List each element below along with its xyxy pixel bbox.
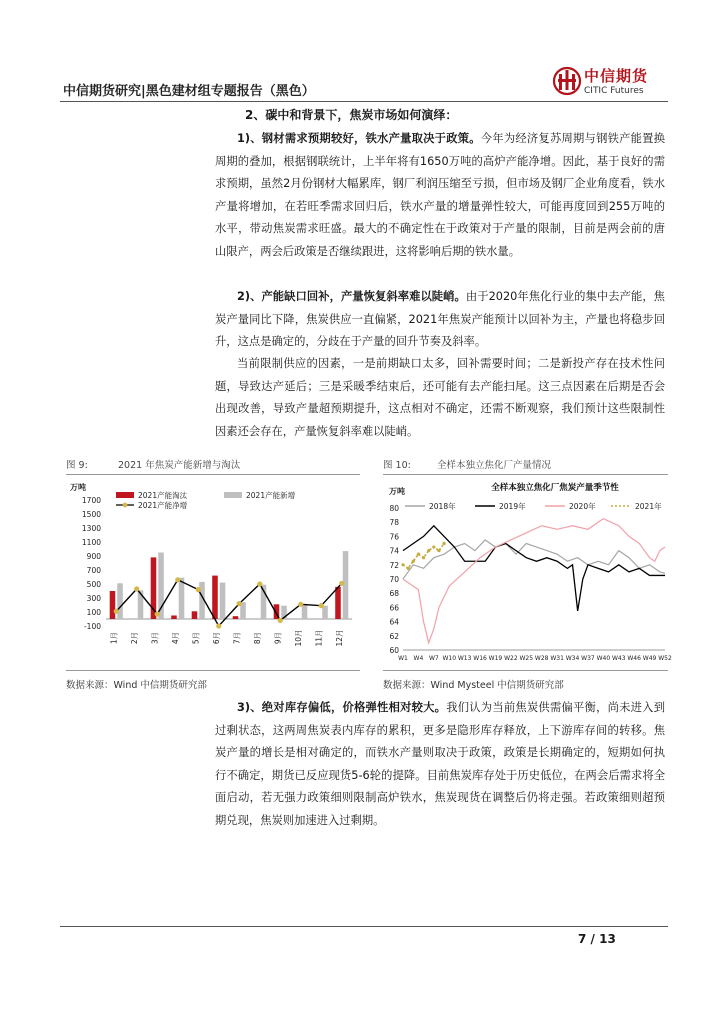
figure9-legend-taotai-swatch	[116, 492, 134, 498]
figure10-y-tick: 80	[389, 504, 399, 513]
figure10-series-4-point	[412, 560, 415, 563]
figure10-x-tick: W52	[658, 655, 672, 662]
paragraph-1	[215, 128, 665, 263]
figure9-point-jingzeng	[155, 612, 160, 617]
figure9-label: 图 9:	[66, 460, 88, 471]
paragraph-2-heading: 2)、产能缺口回补，产量恢复斜率难以陡峭。	[237, 290, 466, 303]
figure10-top-rule	[383, 474, 668, 475]
figure10-x-tick: W25	[519, 655, 534, 662]
figure9-x-tick: 4月	[170, 631, 180, 645]
figure10-series-4-point	[422, 556, 425, 559]
figure9-bar-taotai	[110, 591, 116, 619]
figure10-x-tick: W34	[565, 655, 580, 662]
figure9-y-tick: 700	[86, 566, 101, 575]
figure9-x-tick: 1月	[109, 631, 119, 645]
figure9-y-unit: 万吨	[70, 483, 86, 492]
figure10-line-chart	[383, 478, 672, 668]
figure9-x-tick: 12月	[334, 629, 344, 647]
report-header-title: 中信期货研究|黑色建材组专题报告（黑色）	[63, 84, 315, 99]
figure9-legend-xinzeng-swatch	[224, 492, 242, 498]
figure9-bar-taotai	[192, 611, 198, 619]
figure9-legend-xinzeng: 2021产能新增	[246, 491, 296, 500]
figure9-point-jingzeng	[339, 581, 344, 586]
figure9-point-jingzeng	[114, 609, 119, 614]
figure10-y-tick: 68	[389, 589, 399, 599]
figure9-legend-jingzeng-marker	[123, 503, 128, 508]
figure10-bottom-rule	[383, 670, 668, 671]
figure9-bottom-rule	[66, 670, 360, 671]
figure10-series-2-line	[403, 526, 665, 611]
figure10-chart-title: 全样本独立焦化厂焦炭产量季节性	[491, 483, 619, 493]
figure9-y-tick: 1300	[81, 524, 101, 533]
figure9-title: 2021 年焦炭产能新增与淘汰	[118, 460, 241, 471]
figure10-label: 图 10:	[383, 460, 411, 471]
paragraph-1-heading: 1)、钢材需求预期较好，铁水产量取决于政策。	[237, 132, 481, 145]
figure9-bar-taotai	[171, 616, 177, 620]
figure9-y-tick: -100	[83, 622, 101, 631]
figure10-series-4-point	[401, 563, 404, 566]
section-title: 2、碳中和背景下，焦炭市场如何演绎：	[245, 108, 458, 122]
paragraph-4-heading: 3)、绝对库存偏低，价格弹性相对较大。	[237, 701, 447, 714]
citic-logo	[552, 64, 672, 104]
figure10-x-tick: W28	[534, 655, 549, 662]
figure10-series-4-point	[442, 542, 445, 545]
figure10-y-tick: 62	[389, 631, 399, 641]
figure10-x-tick: W22	[504, 655, 518, 662]
figure10-y-tick: 76	[389, 532, 399, 542]
figure10-legend-label-4: 2021年	[635, 502, 662, 511]
citic-emblem-icon	[552, 64, 582, 98]
figure10-y-tick: 70	[389, 575, 399, 584]
figure9-point-jingzeng	[319, 603, 324, 608]
paragraph-4	[215, 697, 665, 832]
figure9-bar-taotai	[335, 587, 341, 619]
figure9-point-jingzeng	[237, 601, 242, 606]
figure9-legend-taotai: 2021产能淘汰	[138, 491, 188, 500]
paragraph-3	[215, 353, 665, 443]
figure9-bar-xinzeng	[117, 583, 123, 619]
figure10-series-3-line	[403, 519, 665, 643]
figure9-bar-chart	[66, 478, 360, 668]
figure9-y-tick: 1100	[81, 538, 101, 547]
figure10-x-tick: W7	[428, 655, 439, 662]
paragraph-1-body: 今年为经济复苏周期与钢铁产能置换周期的叠加，根据钢联统计，上半年将有1650万吨的高炉产能净增。因此，基于良好的需求预期，虽然2月份钢材大幅累库，钢厂利润压缩至亏损，但市场及钢厂企业角度看，铁水产量将增加，在若旺季需求回归后，铁水产量的增量弹性较大，可能再度回到255万吨的水平，带动焦炭需求旺盛。最大的不确定性在于政策对于产量的限制，目前是两会前的唐山限产，两会后政策是否继续跟进，这将影响后期的铁水量。	[215, 132, 665, 258]
paragraph-4-body: 我们认为当前焦炭供需偏平衡，尚未进入到过剩状态，这两周焦炭表内库存的累积，更多是隐形库存释放，上下游库存间的转移。焦炭产量的增长是相对确定的，而铁水产量则取决于政策，政策是长期确定的，短期如何执行不确定，期货已反应现货5-6轮的提降。目前焦炭库存处于历史低位，在两会后需求将全面启动，若无强力政策细则限制高炉铁水，焦炭现货在调整后仍将走强。若政策细则超预期兑现，焦炭则加速进入过剩期。	[215, 701, 665, 827]
figure9-x-tick: 6月	[211, 631, 221, 645]
figure9-point-jingzeng	[216, 623, 221, 628]
figure10-x-tick: W19	[488, 655, 503, 662]
figure9-bar-taotai	[212, 576, 218, 619]
figure9-point-jingzeng	[257, 581, 262, 586]
figure9-top-rule	[66, 474, 360, 475]
figure10-x-tick: W1	[398, 655, 408, 662]
figure9-x-tick: 7月	[232, 631, 242, 645]
figure10-series-4-point	[432, 545, 435, 548]
figure9-y-tick: 900	[86, 552, 101, 561]
figure9-point-jingzeng	[175, 577, 180, 582]
page-number: 7 / 13	[578, 932, 616, 946]
figure9-y-tick: 1700	[81, 496, 101, 505]
figure9-x-tick: 9月	[273, 631, 283, 645]
figure10-x-tick: W46	[627, 655, 641, 662]
figure10-legend-label-1: 2018年	[429, 502, 456, 511]
paragraph-2-body: 由于2020年焦化行业的集中去产能，焦炭产量同比下降，焦炭供应一直偏紧，2021年焦炭产能预计以回补为主，产量也将稳步回升，这点是确定的，分歧在于产量的回升节奏及斜率。	[215, 290, 665, 348]
figure10-x-tick: W40	[596, 655, 611, 662]
logo-text-en: CITIC Futures	[584, 86, 644, 96]
figure9-bar-taotai	[233, 616, 239, 619]
figure9-y-tick: 300	[86, 594, 101, 603]
figure9-bar-xinzeng	[322, 606, 328, 619]
figure10-y-tick: 78	[389, 518, 399, 528]
figure10-x-tick: W16	[473, 655, 487, 662]
paragraph-3-body: 当前限制供应的因素，一是前期缺口太多，回补需要时间；二是新投产存在技术性问题，导致达产延后；三是采暖季结束后，还可能有去产能扫尾。这三点因素在后期是否会出现改善，导致产量超预期提升，这点相对不确定，还需不断观察，我们预计这些限制性因素还会存在，产量恢复斜率难以陡峭。	[215, 357, 665, 438]
figure9-x-tick: 3月	[150, 631, 160, 645]
figure10-y-tick: 66	[389, 603, 399, 613]
figure9-bar-xinzeng	[179, 578, 185, 619]
figure10-y-tick: 72	[389, 560, 399, 570]
figure9-point-jingzeng	[278, 618, 283, 623]
footer-divider	[60, 926, 668, 927]
figure9-point-jingzeng	[298, 602, 303, 607]
figure10-series-4-point	[407, 567, 410, 570]
figure9-x-tick: 11月	[314, 629, 324, 647]
figure10-legend-label-3: 2020年	[569, 502, 596, 511]
figure10-y-tick: 64	[389, 617, 399, 627]
figure9-legend-jingzeng: 2021产能净增	[138, 501, 188, 510]
figure9-y-tick: 500	[86, 580, 101, 589]
figure10-series-4-point	[427, 549, 430, 552]
figure10-series-4-point	[437, 549, 440, 552]
figure9-y-tick: 100	[86, 608, 101, 617]
figure10-x-tick: W37	[581, 655, 595, 662]
figure9-point-jingzeng	[134, 586, 139, 591]
logo-text-cn: 中信期货	[584, 67, 649, 85]
figure9-bar-xinzeng	[302, 605, 308, 619]
figure10-source: 数据来源：Wind Mysteel 中信期货研究部	[383, 680, 564, 691]
figure9-point-jingzeng	[196, 587, 201, 592]
figure9-x-tick: 10月	[293, 629, 303, 647]
figure9-x-tick: 8月	[252, 631, 262, 645]
figure9-y-tick: 1500	[81, 510, 101, 519]
figure10-x-tick: W10	[442, 655, 457, 662]
figure9-bar-xinzeng	[220, 583, 226, 619]
figure10-y-tick: 60	[389, 646, 399, 655]
figure10-series-4-point	[417, 553, 420, 556]
figure10-y-unit: 万吨	[389, 487, 405, 496]
figure9-x-tick: 2月	[129, 631, 139, 645]
figure10-x-tick: W13	[457, 655, 472, 662]
figure10-legend-label-2: 2019年	[499, 502, 526, 511]
figure10-x-tick: W49	[642, 655, 657, 662]
figure9-source: 数据来源：Wind 中信期货研究部	[66, 680, 207, 691]
figure9-x-tick: 5月	[191, 631, 201, 645]
paragraph-2	[215, 286, 665, 354]
figure10-x-tick: W43	[611, 655, 626, 662]
figure10-x-tick: W31	[550, 655, 564, 662]
figure10-title: 全样本独立焦化厂产量情况	[437, 460, 552, 471]
figure10-x-tick: W4	[413, 655, 424, 662]
figure10-y-tick: 74	[389, 546, 399, 556]
